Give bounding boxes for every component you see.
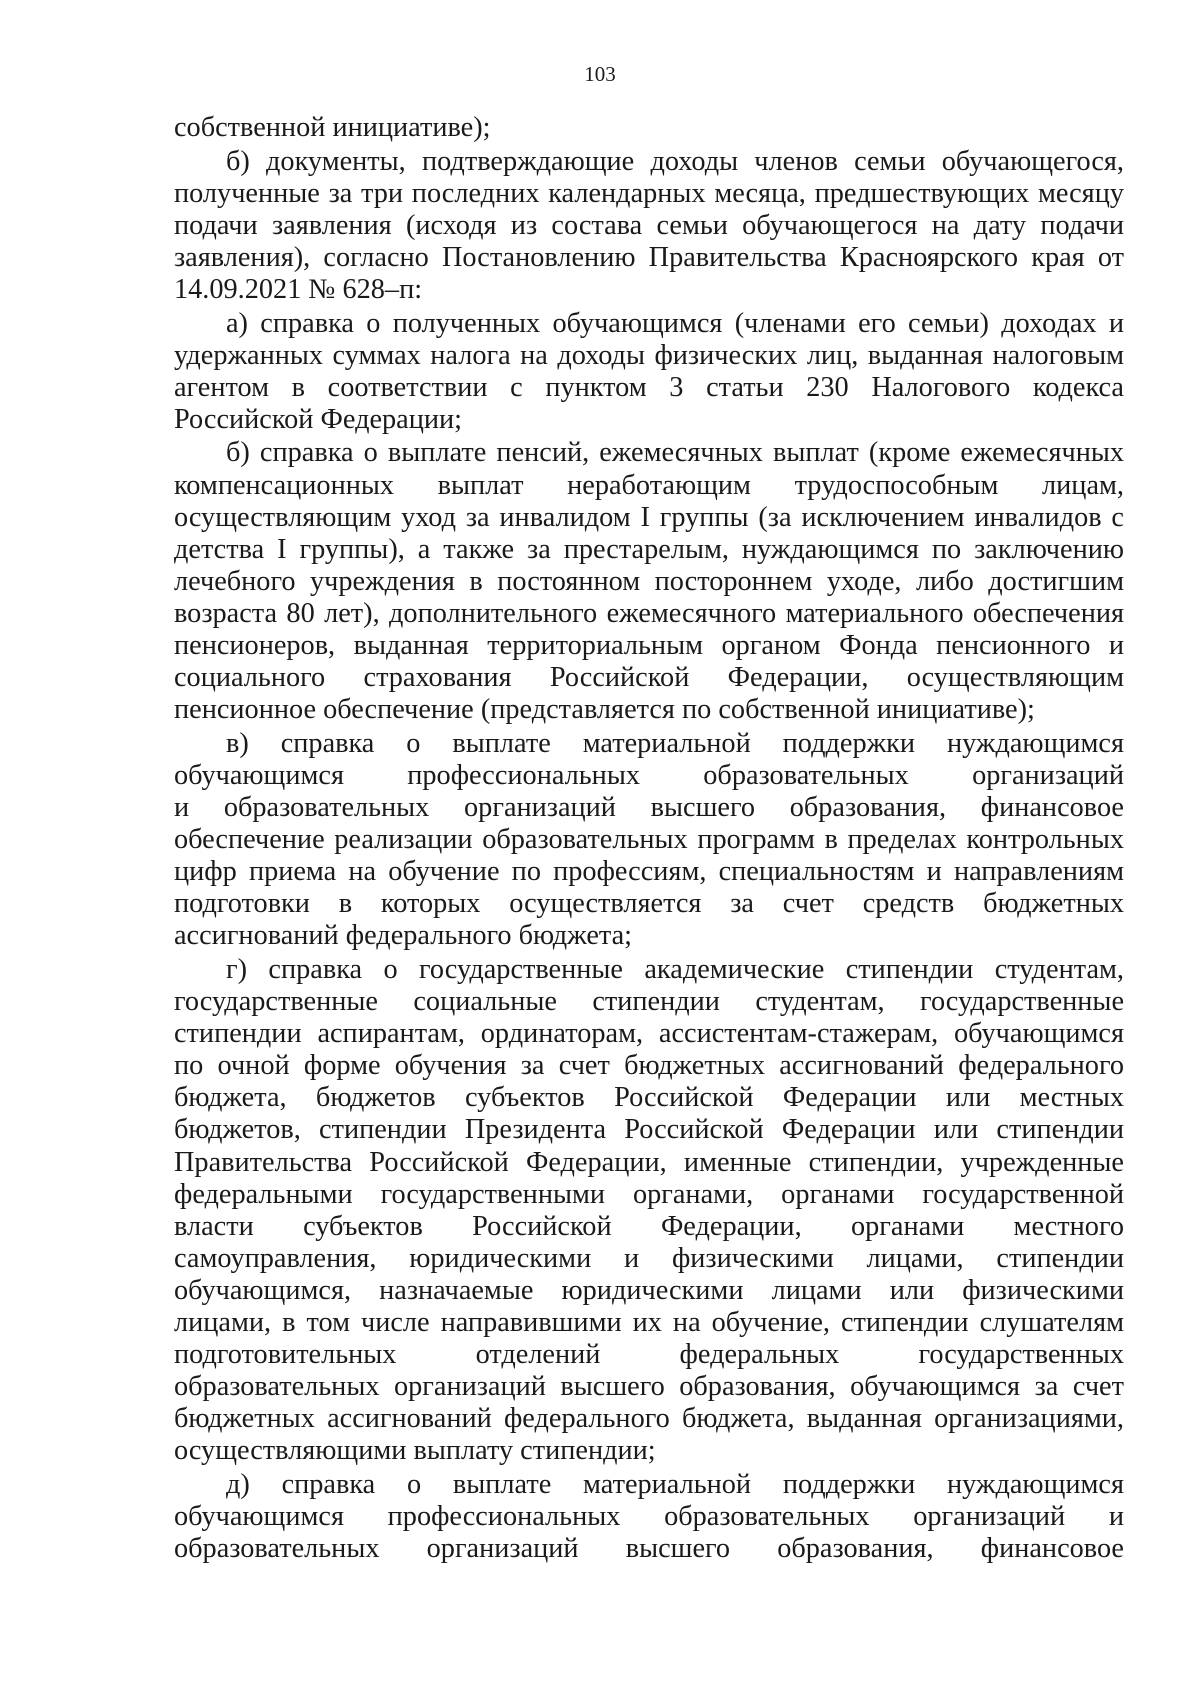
text-line: обучающимся, назначаемые юридическими лицами или физическими — [174, 1274, 1124, 1306]
text-line: б) справка о выплате пенсий, ежемесячных выплат (кроме ежемесячных — [226, 437, 1124, 469]
text-line: в) справка о выплате материальной поддержки нуждающимся — [226, 727, 1124, 759]
text-line: осуществляющими выплату стипендии; — [174, 1435, 656, 1467]
text-line: образовательных организаций высшего образования, финансовое — [174, 1533, 1124, 1565]
paragraph — [174, 954, 1124, 1468]
text-line: обеспечение реализации образовательных программ в пределах контрольных — [174, 824, 1124, 856]
text-line: полученные за три последних календарных месяца, предшествующих месяцу — [174, 177, 1124, 209]
text-line: федеральными государственными органами, органами государственной — [174, 1178, 1124, 1210]
text-line: заявления), согласно Постановлению Правительства Красноярского края от — [174, 241, 1124, 273]
paragraph — [174, 728, 1124, 953]
text-line: детства I группы), а также за престарелым, нуждающимся по заключению — [174, 533, 1124, 565]
text-line: социального страхования Российской Федерации, осуществляющим — [174, 662, 1124, 694]
text-line: и образовательных организаций высшего образования, финансовое — [174, 791, 1124, 823]
text-line: а) справка о полученных обучающимся (членами его семьи) доходах и — [226, 307, 1124, 339]
text-line: удержанных суммах налога на доходы физических лиц, выданная налоговым — [174, 339, 1124, 371]
text-line: бюджета, бюджетов субъектов Российской Федерации или местных — [174, 1082, 1124, 1114]
text-line: возраста 80 лет), дополнительного ежемесячного материального обеспечения — [174, 597, 1124, 629]
text-line: подготовительных отделений федеральных государственных — [174, 1339, 1124, 1371]
text-line: обучающимся профессиональных образовательных организаций и — [174, 1501, 1124, 1533]
paragraph — [174, 146, 1124, 306]
text-line: б) документы, подтверждающие доходы членов семьи обучающегося, — [226, 145, 1124, 177]
text-line: компенсационных выплат неработающим трудоспособным лицам, — [174, 469, 1124, 501]
paragraph — [174, 112, 1124, 144]
text-line: лечебного учреждения в постоянном постороннем уходе, либо достигшим — [174, 565, 1124, 597]
text-line: собственной инициативе); — [174, 112, 491, 143]
text-line: Правительства Российской Федерации, именные стипендии, учрежденные — [174, 1146, 1124, 1178]
text-line: пенсионеров, выданная территориальным органом Фонда пенсионного и — [174, 630, 1124, 661]
text-line: стипендии аспирантам, ординаторам, ассистентам-стажерам, обучающимся — [174, 1018, 1124, 1050]
text-line: Российской Федерации; — [174, 403, 463, 435]
text-line: подготовки в которых осуществляется за счет средств бюджетных — [174, 888, 1124, 920]
text-line: бюджетов, стипендии Президента Российской Федерации или стипендии — [174, 1114, 1124, 1146]
text-line: д) справка о выплате материальной поддержки нуждающимся — [226, 1468, 1124, 1500]
text-line: образовательных организаций высшего образования, обучающимся за счет — [174, 1371, 1124, 1403]
document-body — [174, 112, 1124, 1567]
text-line: осуществляющим уход за инвалидом I группы (за исключением инвалидов с — [174, 501, 1124, 533]
paragraph — [174, 308, 1124, 436]
text-line: самоуправления, юридическими и физическими лицами, стипендии — [174, 1242, 1124, 1274]
text-line: государственные социальные стипендии студентам, государственные — [174, 986, 1124, 1018]
paragraph — [174, 1469, 1124, 1565]
page-number: 103 — [584, 62, 616, 86]
text-line: обучающимся профессиональных образовательных организаций — [174, 759, 1124, 791]
text-line: по очной форме обучения за счет бюджетных ассигнований федерального — [174, 1050, 1124, 1082]
text-line: агентом в соответствии с пунктом 3 статьи 230 Налогового кодекса — [174, 371, 1124, 403]
text-line: цифр приема на обучение по профессиям, специальностям и направлениям — [174, 856, 1124, 888]
text-line: 14.09.2021 № 628–п: — [174, 273, 423, 305]
text-line: власти субъектов Российской Федерации, органами местного — [174, 1210, 1124, 1242]
text-line: ассигнований федерального бюджета; — [174, 920, 633, 952]
text-line: подачи заявления (исходя из состава семьи обучающегося на дату подачи — [174, 209, 1124, 241]
text-line: бюджетных ассигнований федерального бюджета, выданная организациями, — [174, 1403, 1124, 1435]
text-line: г) справка о государственные академические стипендии студентам, — [226, 953, 1124, 985]
text-line: лицами, в том числе направившими их на обучение, стипендии слушателям — [174, 1306, 1124, 1338]
text-line: пенсионное обеспечение (представляется по собственной инициативе); — [174, 694, 1035, 726]
paragraph — [174, 437, 1124, 726]
